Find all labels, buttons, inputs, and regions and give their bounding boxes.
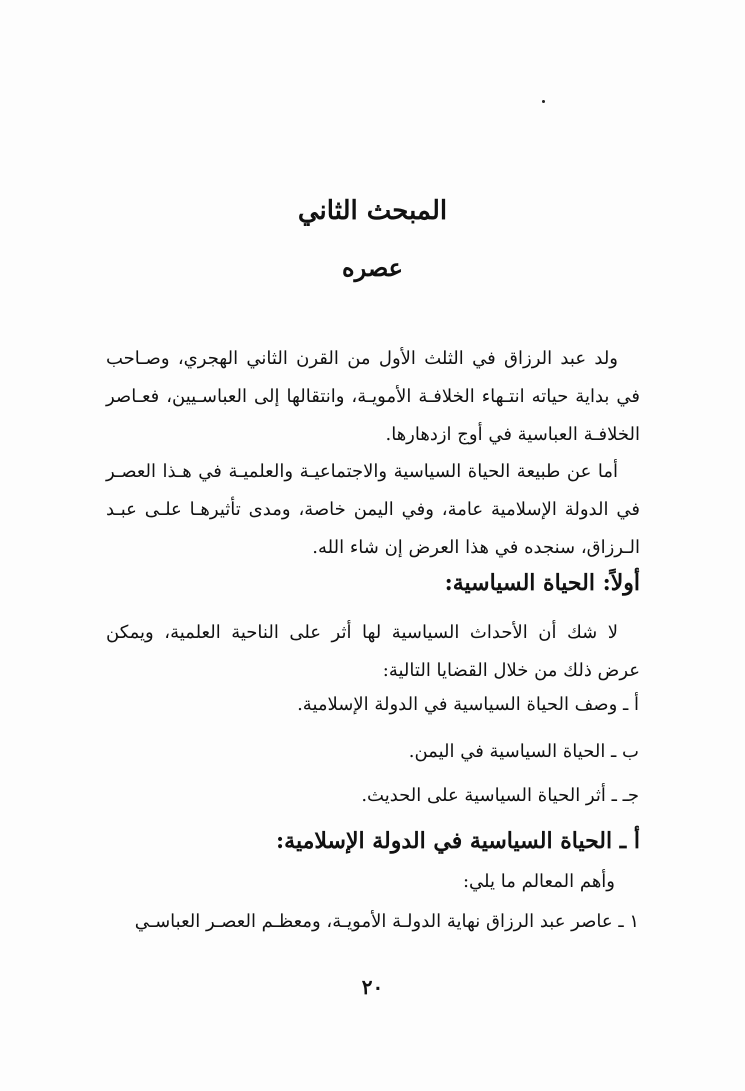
intro-line: وأهم المعالم ما يلي: [462,871,615,892]
paragraph-1 [106,340,640,454]
paragraph-3 [106,614,640,690]
paragraph-3-text: لا شك أن الأحداث السياسية لها أثر على الناحية العلمية، ويمكن عرض ذلك من خلال القضايا التالية: [106,622,640,681]
paragraph-2 [106,453,640,567]
list-item-b: ب ـ الحياة السياسية في اليمن. [408,741,639,762]
section-subheading: عصره [342,253,403,282]
section-title-political-life: أولاً: الحياة السياسية: [444,570,640,596]
list-item-c: جـ ـ أثر الحياة السياسية على الحديث. [361,785,639,806]
section-title-islamic-state: أ ـ الحياة السياسية في الدولة الإسلامية: [276,828,640,854]
section-heading: المبحث الثاني [297,196,448,226]
paragraph-2-text: أما عن طبيعة الحياة السياسية والاجتماعيـة والعلميـة في هـذا العصـر في الدولة الإسلامية عامة، وفي اليمن خاصة، ومدى تأثيرهـا علـى عبـد الـرزاق، سنجده في هذا العرض إن شاء الله. [106,461,640,558]
page-number: ٢٠ [361,975,384,999]
ink-dot [542,100,545,103]
paragraph-1-text: ولد عبد الرزاق في الثلث الأول من القرن الثاني الهجري، وصـاحب في بداية حياته انتـهاء الخلافـة الأمويـة، وانتقالها إلى العباسـيين، فعـاصر الخلافـة العباسية في أوج ازدهارها. [106,348,640,445]
list-item-a: أ ـ وصف الحياة السياسية في الدولة الإسلامية. [297,694,639,715]
numbered-item-1: ١ ـ عاصر عبد الرزاق نهاية الدولـة الأمويـة، ومعظـم العصـر العباسـي [134,911,639,932]
